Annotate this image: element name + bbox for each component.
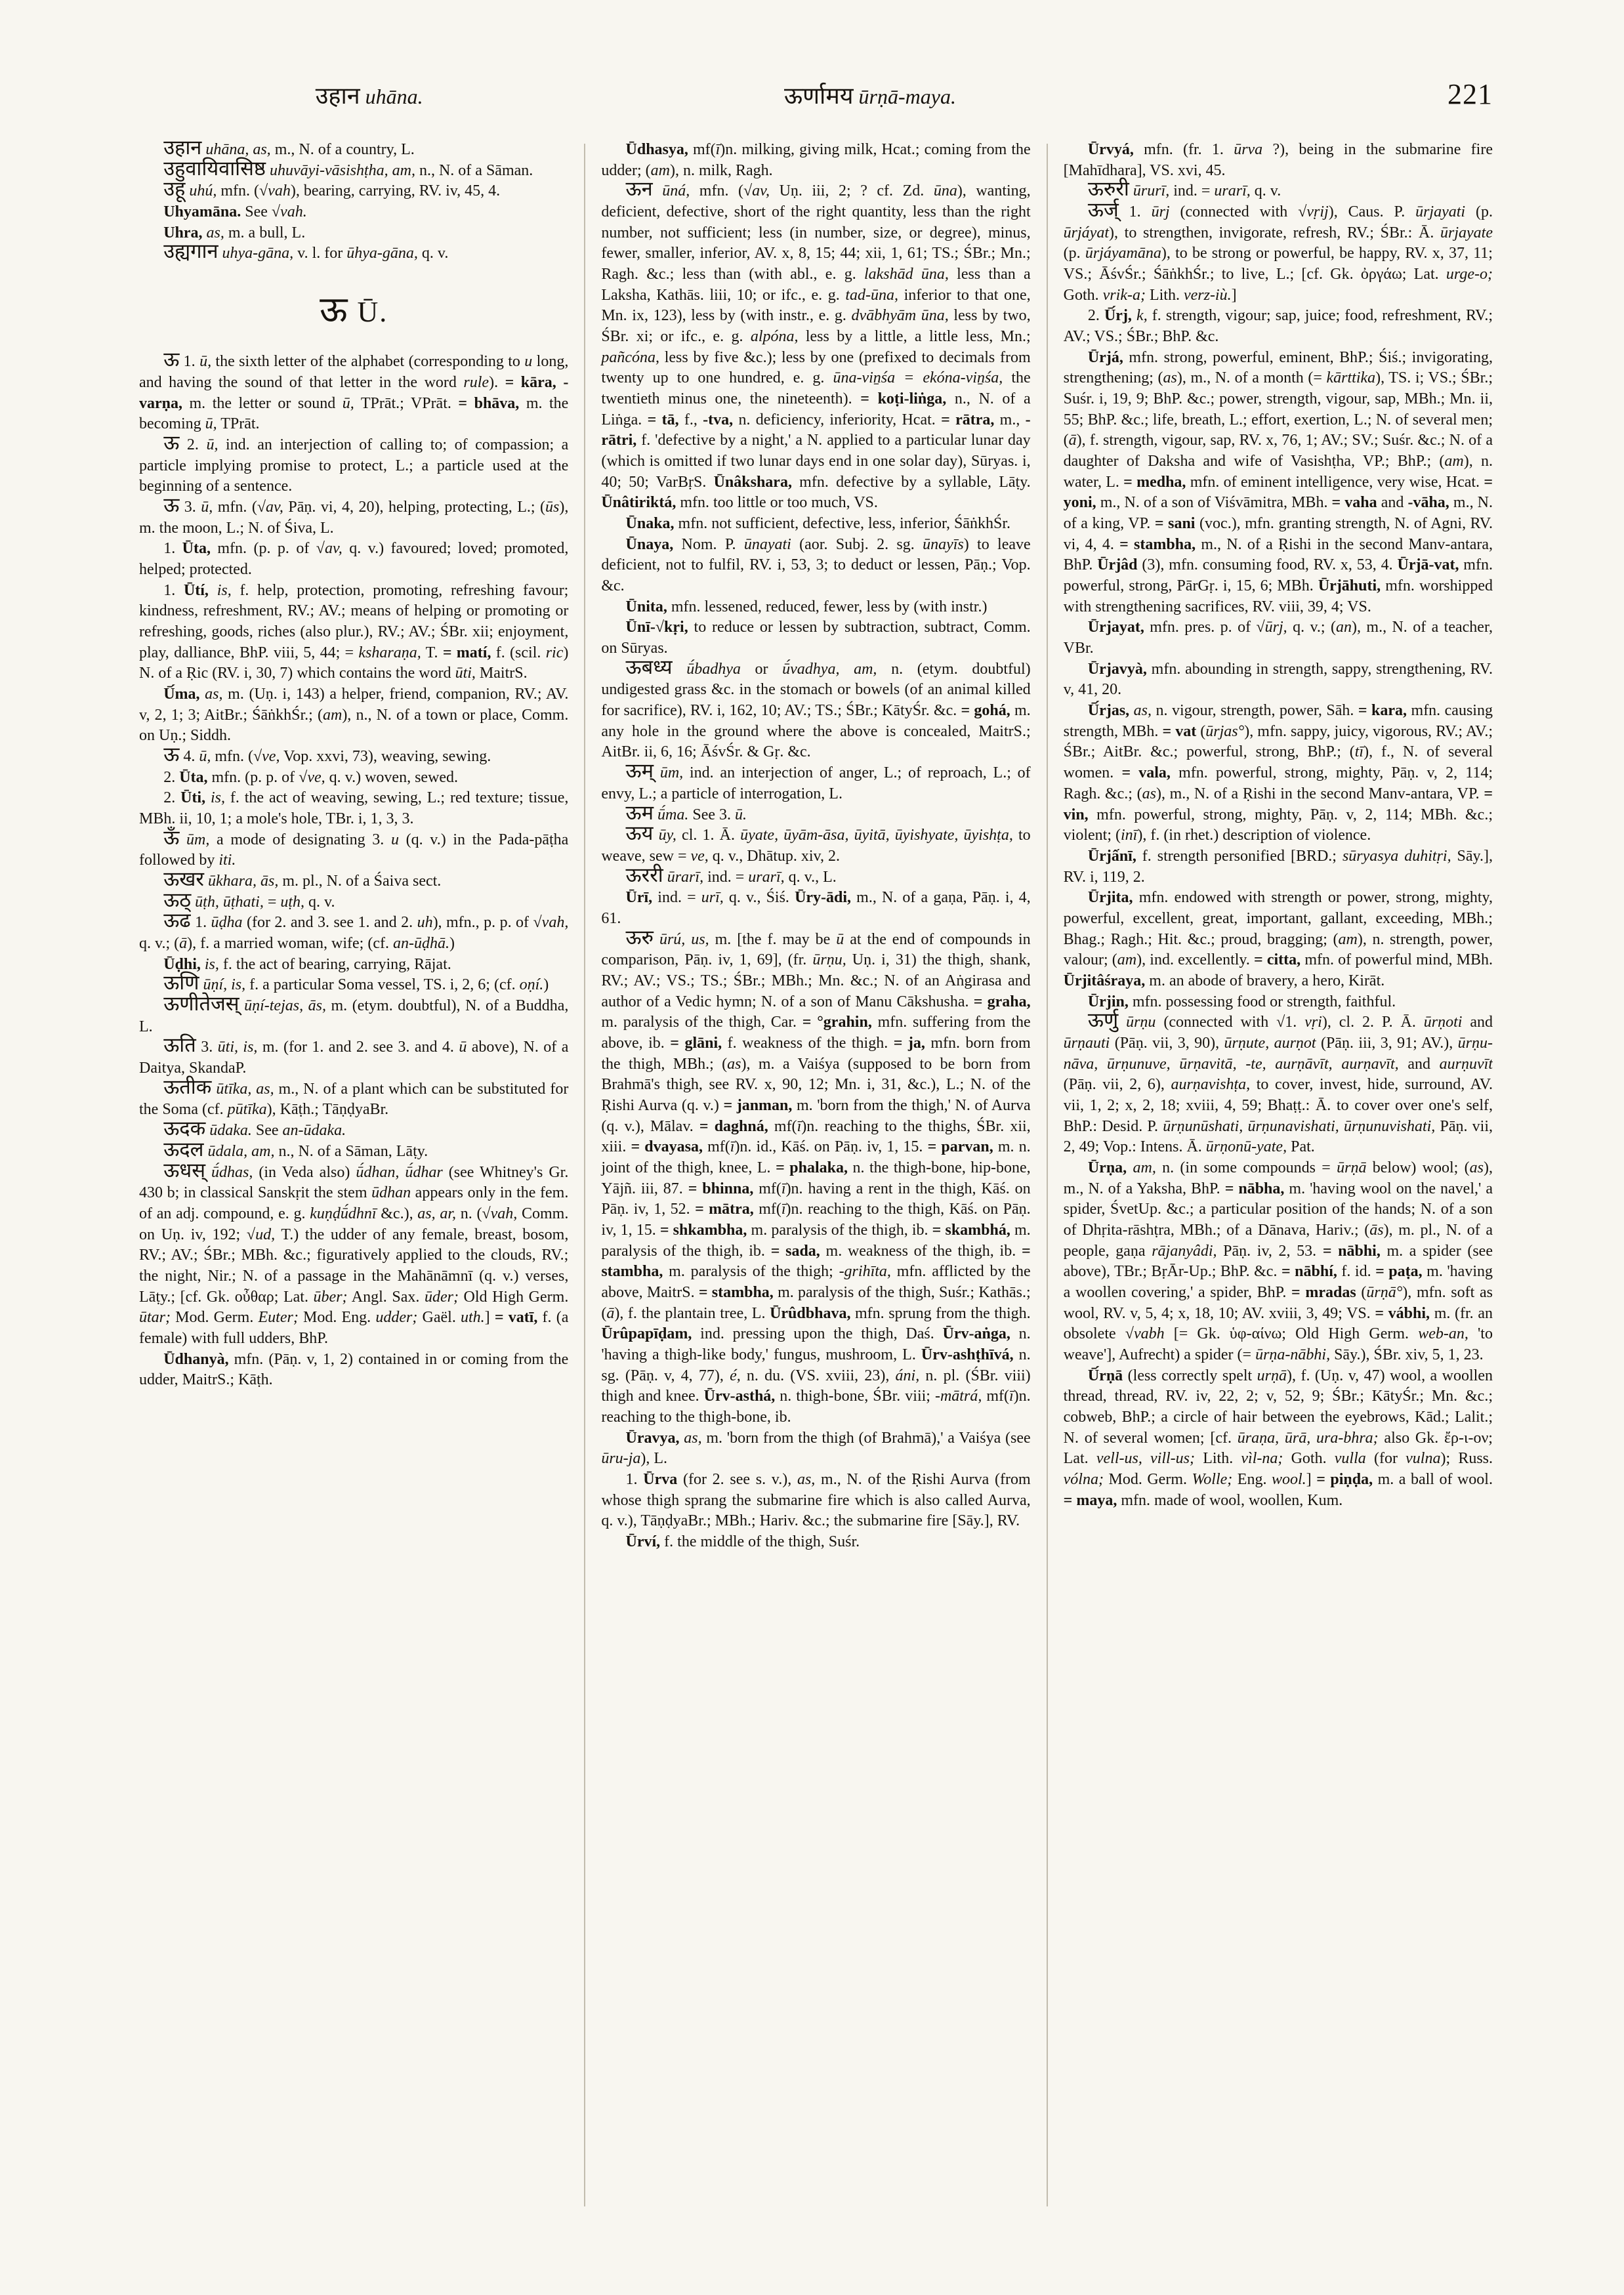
- dictionary-entry: Ū́ma, as, m. (Uṇ. i, 143) a helper, friend, companion, RV.; AV. v, 2, 1; 3; AitBr.; ŚāṅkhŚr.; (am), n., N. of a town or place, Comm. on Uṇ.; Siddh.: [139, 686, 569, 745]
- dictionary-entry: ऊदल ūdala, am, n., N. of a Sāman, Lāṭy.: [163, 1138, 428, 1161]
- dictionary-entry: ऊदक ūdaka. See an-ūdaka.: [163, 1117, 346, 1140]
- text-columns: [139, 140, 1493, 2233]
- dictionary-entry: ऊम् ūm, ind. an interjection of anger, L.; of reproach, L.; of envy, L.; a particle of interrogation, L.: [601, 760, 1031, 802]
- dictionary-entry: 2. Ū́rj, k, f. strength, vigour; sap, juice; food, refreshment, RV.; AV.; VS.; ŚBr.; BhP. &c.: [1063, 307, 1493, 346]
- section-heading: ऊ Ū.: [320, 290, 388, 330]
- dictionary-entry: ऊय ūy, cl. 1. Ā. ūyate, ūyām-āsa, ūyitā, ūyishyate, ūyishṭa, to weave, sew = ve, q. v., Dhātup. xiv, 2.: [601, 822, 1031, 865]
- dictionary-entry: ऊँ ūm, a mode of designating 3. u (q. v.) in the Pada-pāṭha followed by iti.: [139, 826, 569, 869]
- dictionary-entry: ऊ 1. ū, the sixth letter of the alphabet (corresponding to u long, and having the sound of that letter in the word rule). = kāra, -varṇa, m. the letter or sound ū, TPrāt.; VPrāt. = bhāva, m. the becoming ū, TPrāt.: [139, 348, 569, 433]
- dictionary-entry: Ūravya, as, m. 'born from the thigh (of Brahmā),' a Vaiśya (see ūru-ja), L.: [601, 1429, 1031, 1468]
- dictionary-entry: उहुवायिवासिष्ठ uhuvāyi-vāsishṭha, am, n., N. of a Sāman.: [163, 157, 533, 180]
- dictionary-entry: Ūrṇa, am, n. (in some compounds = ūrṇā below) wool; (as), m., N. of a Yaksha, BhP. = nābha, m. 'having wool on the navel,' a spider, ŚvetUp. &c.; a particular position of the hands; N. of a son of Dhṛita-rāshṭra, MBh.; of a Dānava, Hariv.; (ās), m. pl., N. of a people, gaṇa rājanyâdi, Pāṇ. iv, 2, 53. = nābhi, m. a spider (see above), TBr.; BṛĀr-Up.; BhP. &c. = nābhí, f. id. = paṭa, m. 'having a woollen covering,' a spider, BhP. = mradas (ūrṇā°), mfn. soft as wool, RV. v, 5, 4; x, 18, 10; AV. xviii, 3, 49; VS. = vábhi, m. (fr. an obsolete √vabh [= Gk. ὑφ-αίνω; Old High Germ. web-an, 'to weave'], Aufrecht) a spider (= ūrṇa-nābhi, Sāy.), ŚBr. xiv, 5, 1, 23.: [1063, 1159, 1493, 1363]
- dictionary-entry: 1. Ūrva (for 2. see s. v.), as, m., N. of the Ṛishi Aurva (from whose thigh sprang the submarine fire which is also called Aurva, q. v.), TāṇḍyaBr.; MBh.; Hariv. &c.; the submarine fire [Sāy.], RV.: [601, 1471, 1031, 1530]
- header-catchword-left: उहान uhāna.: [315, 83, 423, 109]
- dictionary-entry: ऊम ū́ma. See 3. ū.: [625, 801, 747, 824]
- dictionary-entry: Ūdhanyà, mfn. (Pāṇ. v, 1, 2) contained in or coming from the udder, MaitrS.; Kāṭh.: [139, 1350, 569, 1389]
- dictionary-entry: ऊतीक ūtīka, as, m., N. of a plant which can be substituted for the Soma (cf. pūtīka), Kāṭh.; TāṇḍyaBr.: [139, 1075, 569, 1119]
- dictionary-entry: Ūrjayat, mfn. pres. p. of √ūrj, q. v.; (an), m., N. of a teacher, VBr.: [1063, 619, 1493, 657]
- dictionary-entry: ऊर्ज् 1. ūrj (connected with √vṛij), Caus. P. ūrjayati (p. ūrjáyat), to strengthen, invigorate, refresh, RV.; ŚBr.: Ā. ūrjayate (p. ūrjáyamāna), to be strong or powerful, be happy, RV. x, 37, 11; VS.; ĀśvŚr.; ŚāṅkhŚr.; to live, L.; [cf. Gk. ὀργάω; Lat. urge-o; Goth. vrik-a; Lith. verz-iù.]: [1063, 199, 1493, 304]
- dictionary-entry: ऊरु ūrú, us, m. [the f. may be ū at the end of compounds in comparison, Pāṇ. iv, 1, 69], (fr. ūrṇu, Uṇ. i, 31) the thigh, shank, RV.; AV.; VS.; TS.; ŚBr.; MBh.; Mn. &c.; N. of an Aṅgirasa and author of a Vedic hymn; N. of a son of Manu Cākshusha. = graha, m. paralysis of the thigh, Car. = °grahin, mfn. suffering from the above, ib. = glāni, f. weakness of the thigh. = ja, mfn. born from the thigh, MBh.; (as), m. a Vaiśya (supposed to be born from Brahmā's thigh, see RV. x, 90, 12; Mn. i, 31, &c.), L.; N. of the Ṛishi Aurva (q. v.) = janman, m. 'born from the thigh,' N. of Aurva (q. v.), Mālav. = daghná, mf(ī)n. reaching to the thighs, ŚBr. xii, xiii. = dvayasa, mf(ī)n. id., Kāś. on Pāṇ. iv, 1, 15. = parvan, m. n. joint of the thigh, knee, L. = phalaka, n. the thigh-bone, hip-bone, Yājñ. iii, 87. = bhinna, mf(ī)n. having a rent in the thigh, Kāś. on Pāṇ. iv, 1, 52. = mātra, mf(ī)n. reaching to the thigh, Kāś. on Pāṇ. iv, 1, 15. = shkambha, m. paralysis of the thigh, ib. = skambhá, m. paralysis of the thigh, ib. = sada, m. weakness of the thigh, ib. = stambha, m. paralysis of the thigh; -grihīta, mfn. afflicted by the above, MaitrS. = stambha, m. paralysis of the thigh, Suśr.; Kathās.; (ā), f. the plantain tree, L. Ūrûdbhava, mfn. sprung from the thigh. Ūrûpapīḍam, ind. pressing upon the thigh, Daś. Ūrv-aṅga, n. 'having a thigh-like body,' fungus, mushroom, L. Ūrv-ashṭhīvá, n. sg. (Pāṇ. v, 4, 77), é, n. du. (VS. xviii, 23), áni, n. pl. (ŚBr. viii) thigh and knee. Ūrv-asthá, n. thigh-bone, ŚBr. viii; -mātrá, mf(ī)n. reaching to the thigh-bone, ib.: [601, 926, 1031, 1426]
- dictionary-entry: Ūḍhi, is, f. the act of bearing, carrying, Rājat.: [163, 955, 451, 973]
- dictionary-entry: ऊणीतेजस् ūṇí-tejas, ās, m. (etym. doubtful), N. of a Buddha, L.: [139, 993, 569, 1035]
- dictionary-entry: 2. Ūti, is, f. the act of weaving, sewing, L.; red texture; tissue, MBh. ii, 10, 1; a mole's hole, TBr. i, 1, 3, 3.: [139, 789, 569, 828]
- dictionary-entry: उहान uhāna, as, m., N. of a country, L.: [163, 140, 415, 159]
- running-head: [139, 77, 1493, 111]
- dictionary-entry: 1. Ūta, mfn. (p. p. of √av, q. v.) favoured; loved; promoted, helped; protected.: [139, 540, 569, 579]
- dictionary-entry: Ūnita, mfn. lessened, reduced, fewer, less by (with instr.): [625, 598, 988, 615]
- dictionary-entry: ऊणि ūṇí, is, f. a particular Soma vessel, TS. i, 2, 6; (cf. oṇí.): [163, 972, 549, 995]
- header-catchword-center: ऊर्णामय ūrṇā-maya.: [784, 83, 956, 109]
- dictionary-entry: ऊ 2. ū, ind. an interjection of calling to; of compassion; a particle implying promise to protect, L.; a particle used at the beginning of a sentence.: [139, 431, 569, 495]
- dictionary-entry: Ūrví, f. the middle of the thigh, Suśr.: [625, 1533, 860, 1551]
- dictionary-entry: ऊखर ūkhara, ās, m. pl., N. of a Śaiva sect.: [163, 868, 442, 891]
- dictionary-entry: 1. Ūtí, is, f. help, protection, promoting, refreshing favour; kindness, refreshment, RV.; AV.; means of helping or promoting or refreshing, goods, riches (also plur.), RV.; AV.; ŚBr. xii; enjoyment, play, dalliance, BhP. viii, 5, 44; = ksharaṇa, T. = matí, f. (scil. ric) N. of a Ṛic (RV. i, 30, 7) which contains the word ūti, MaitrS.: [139, 581, 569, 682]
- dictionary-entry: ऊररी ūrarī, ind. = urarī, q. v., L.: [625, 863, 837, 886]
- column-3: [1064, 140, 1493, 2233]
- dictionary-entry: Ūrvyá, mfn. (fr. 1. ūrva ?), being in the submarine fire [Mahīdhara], VS. xvi, 45.: [1063, 141, 1493, 179]
- dictionary-entry: ऊ 3. ū, mfn. (√av, Pāṇ. vi, 4, 20), helping, protecting, L.; (ūs), m. the moon, L.; N. of Śiva, L.: [139, 494, 569, 537]
- dictionary-entry: ऊति 3. ūti, is, m. (for 1. and 2. see 3. and 4. ū above), N. of a Daitya, SkandaP.: [139, 1034, 569, 1077]
- dictionary-entry: Ūnaka, mfn. not sufficient, defective, less, inferior, ŚāṅkhŚr.: [625, 515, 1011, 533]
- dictionary-entry: ऊर्णु ūrṇu (connected with √1. vṛi), cl. 2. P. Ā. ūrṇoti and ūrṇauti (Pāṇ. vii, 3, 90), ūrṇute, aurṇot (Pāṇ. iii, 3, 91; AV.), ūrṇu-nāva, ūrṇunuve, ūrṇavitā, -te, aurṇāvīt, aurṇavīt, and aurṇuvīt (Pāṇ. vii, 2, 6), aurṇavishṭa, to cover, invest, hide, surround, AV. vii, 1, 2; x, 2, 18; xviii, 4, 59; Bhaṭṭ.: Ā. to cover over one's self, BhP.: Desid. P. ūrṇunūshati, ūrṇunavishati, ūrṇunuvishati, Pāṇ. vii, 2, 49; Vop.: Intens. Ā. ūrṇonū-yate, Pat.: [1063, 1009, 1493, 1156]
- dictionary-entry: ऊन ūná, mfn. (√av, Uṇ. iii, 2; ? cf. Zd. ūna), wanting, deficient, defective, short of the right quantity, less than the right number, not sufficient; less (in number, size, or degree), minus, fewer, smaller, inferior, AV. x, 8, 15; 44; xii, 1, 61; TS.; ŚBr.; Mn.; Ragh. &c.; less than (with abl., e. g. lakshād ūna, less than a Laksha, Kathās. liii, 10; or ifc., e. g. tad-ūna, inferior to that one, Mn. ix, 123), less by (with instr., e. g. dvābhyām ūna, less by two, ŚBr. xi; or ifc., e. g. alpóna, less by a little, a little less, Mn.; pañcóna, less by five &c.); less by one (prefixed to decimals from twenty up to one hundred, e. g. ūna-viṉśa = ekóna-viṉśa, the twentieth minus one, the nineteenth). = koṭi-liṅga, n., N. of a Liṅga. = tā, f., -tva, n. deficiency, inferiority, Hcat. = rātra, m., -rātri, f. 'defective by a night,' a N. applied to a particular lunar day (which is omitted if two lunar days end in one solar day), Sūryas. i, 40; 50; VarBṛS. Ūnâkshara, mfn. defective by a syllable, Lāṭy. Ūnâtiriktá, mfn. too little or too much, VS.: [601, 178, 1031, 512]
- column-2: [601, 140, 1030, 2233]
- dictionary-entry: Ūrjin, mfn. possessing food or strength, faithful.: [1087, 993, 1396, 1010]
- dictionary-entry: Ūrjấnī, f. strength personified [BRD.; sūryasya duhitṛi, Sāy.], RV. i, 119, 2.: [1063, 847, 1493, 886]
- dictionary-entry: Ūnaya, Nom. P. ūnayati (aor. Subj. 2. sg. ūnayīs) to leave deficient, not to fulfil, RV. i, 53, 3; to deduct or lessen, Pāṇ.; Vop. &c.: [601, 535, 1031, 595]
- dictionary-entry: उह्यगान uhya-gāna, v. l. for ūhya-gāna, q. v.: [163, 240, 449, 263]
- dictionary-entry: ऊबध्य ū́badhya or ū́vadhya, am, n. (etym. doubtful) undigested grass &c. in the stomach or bowels (of an animal killed for sacrifice), RV. i, 162, 10; AV.; TS.; ŚBr.; KātyŚr. &c. = gohá, m. any hole in the ground where the above is concealed, MaitrS.; AitBr. ii, 6, 16; ĀśvŚr. & Gṛ. &c.: [601, 655, 1031, 761]
- dictionary-entry: Ūrjita, mfn. endowed with strength or power, strong, mighty, powerful, excellent, great, important, gallant, exceeding, MBh.; Bhag.; Ragh.; Hit. &c.; proud, bragging; (am), n. strength, power, valour; (am), ind. excellently. = citta, mfn. of powerful mind, MBh. Ūrjitâśraya, m. an abode of bravery, a hero, Kirāt.: [1063, 889, 1493, 989]
- page-number: 221: [1447, 78, 1493, 110]
- column-rule: [1047, 144, 1048, 2206]
- dictionary-entry: Ūnī-√kṛi, to reduce or lessen by subtraction, subtract, Comm. on Sūryas.: [601, 619, 1031, 657]
- dictionary-entry: Ūrjavyà, mfn. abounding in strength, sappy, strengthening, RV. v, 41, 20.: [1063, 660, 1493, 699]
- dictionary-entry: Uhyamāna. See √vah.: [163, 203, 307, 221]
- dictionary-entry: Ūrī, ind. = urī, q. v., Śiś. Ūry-ādi, m., N. of a gaṇa, Pāṇ. i, 4, 61.: [601, 889, 1031, 927]
- dictionary-entry: ऊधस् ū́dhas, (in Veda also) ū́dhan, ū́dhar (see Whitney's Gr. 430 b; in classical Sanskṛit the stem ūdhan appears only in the fem. of an adj. compound, e. g. kuṇḍū́dhnī &c.), as, ar, n. (√vah, Comm. on Uṇ. iv, 192; √ud, T.) the udder of any female, breast, bosom, RV.; AV.; ŚBr.; MBh. &c.; figuratively applied to the clouds, RV.; the night, Nir.; N. of a passage in the Mahānāmnī (q. v.) verses, Lāṭy.; [cf. Gk. οὖθαρ; Lat. ūber; Angl. Sax. ūder; Old High Germ. ūtar; Mod. Germ. Euter; Mod. Eng. udder; Gaël. uth.] = vatī, f. (a female) with full udders, BhP.: [139, 1159, 569, 1347]
- dictionary-entry: उहू uhú, mfn. (√vah), bearing, carrying, RV. iv, 45, 4.: [163, 178, 501, 201]
- dictionary-entry: ऊठ् ūṭh, ūṭhati, = uṭh, q. v.: [163, 888, 335, 911]
- dictionary-entry: ऊ 4. ū, mfn. (√ve, Vop. xxvi, 73), weaving, sewing.: [163, 743, 491, 766]
- dictionary-entry: ऊरुरी ūrurī, ind. = urarī, q. v.: [1087, 178, 1281, 201]
- dictionary-entry: Ū́rṇā (less correctly spelt urṇā), f. (Uṇ. v, 47) wool, a woollen thread, thread, RV. iv, 22, 2; v, 52, 9; ŚBr.; KātyŚr.; Mn. &c.; cobweb, BhP.; a circle of hair between the eyebrows, Kād.; Lalit.; N. of several women; [cf. ūraṇa, ūrā, ura-bhra; also Gk. ἔρ-ι-ον; Lat. vell-us, vill-us; Lith. vìl-na; Goth. vulla (for vulna); Russ. vólna; Mod. Germ. Wolle; Eng. wool.] = piṇḍa, m. a ball of wool. = maya, mfn. made of wool, woollen, Kum.: [1063, 1367, 1493, 1509]
- dictionary-entry: Uhra, as, m. a bull, L.: [163, 224, 306, 241]
- dictionary-entry: Ūdhasya, mf(ī)n. milking, giving milk, Hcat.; coming from the udder; (am), n. milk, Ragh.: [601, 141, 1031, 179]
- dictionary-entry: Ūrjá, mfn. strong, powerful, eminent, BhP.; Śiś.; invigorating, strengthening; (as), m., N. of a month (= kārttika), TS. i; VS.; ŚBr.; Suśr. i, 19, 9; BhP. &c.; power, strength, vigour, sap, MBh.; Mn. ii, 55; BhP. &c.; life, breath, L.; effort, exertion, L.; N. of several men; (ā), f. strength, vigour, sap, RV. x, 76, 1; AV.; SV.; Suśr. &c.; N. of a daughter of Daksha and wife of Vasishṭha, VP.; BhP.; (am), n. water, L. = medha, mfn. of eminent intelligence, very wise, Hcat. = yoni, m., N. of a son of Viśvāmitra, MBh. = vaha and -vāha, m., N. of a king, VP. = sani (voc.), mfn. granting strength, N. of Agni, RV. vi, 4, 4. = stambha, m., N. of a Ṛishi in the second Manv-antara, BhP. Ūrjâd (3), mfn. consuming food, RV. x, 53, 4. Ūrjā-vat, mfn. powerful, strong, PārGṛ. i, 15, 6; MBh. Ūrjāhuti, mfn. worshipped with strengthening sacrifices, RV. viii, 39, 4; VS.: [1063, 348, 1493, 615]
- column-rule: [584, 144, 585, 2206]
- dictionary-entry: ऊढ 1. ūḍha (for 2. and 3. see 1. and 2. uh), mfn., p. p. of √vah, q. v.; (ā), f. a married woman, wife; (cf. an-ūḍhā.): [139, 909, 569, 953]
- dictionary-entry: Ū́rjas, as, n. vigour, strength, power, Sāh. = kara, mfn. causing strength, MBh. = vat (ūrjas°), mfn. sappy, juicy, vigorous, RV.; AV.; ŚBr.; AitBr. &c.; powerful, strong, BhP.; (tī), f., N. of several women. = vala, mfn. powerful, strong, mighty, Pāṇ. v, 2, 114; Ragh. &c.; (as), m., N. of a Ṛishi in the second Manv-antara, VP. = vin, mfn. powerful, strong, mighty, Pāṇ. v, 2, 114; MBh. &c.; violent; (inī), f. (in rhet.) description of violence.: [1063, 702, 1493, 844]
- dictionary-entry: 2. Ūta, mfn. (p. p. of √ve, q. v.) woven, sewed.: [163, 768, 459, 786]
- column-1: [139, 140, 568, 2233]
